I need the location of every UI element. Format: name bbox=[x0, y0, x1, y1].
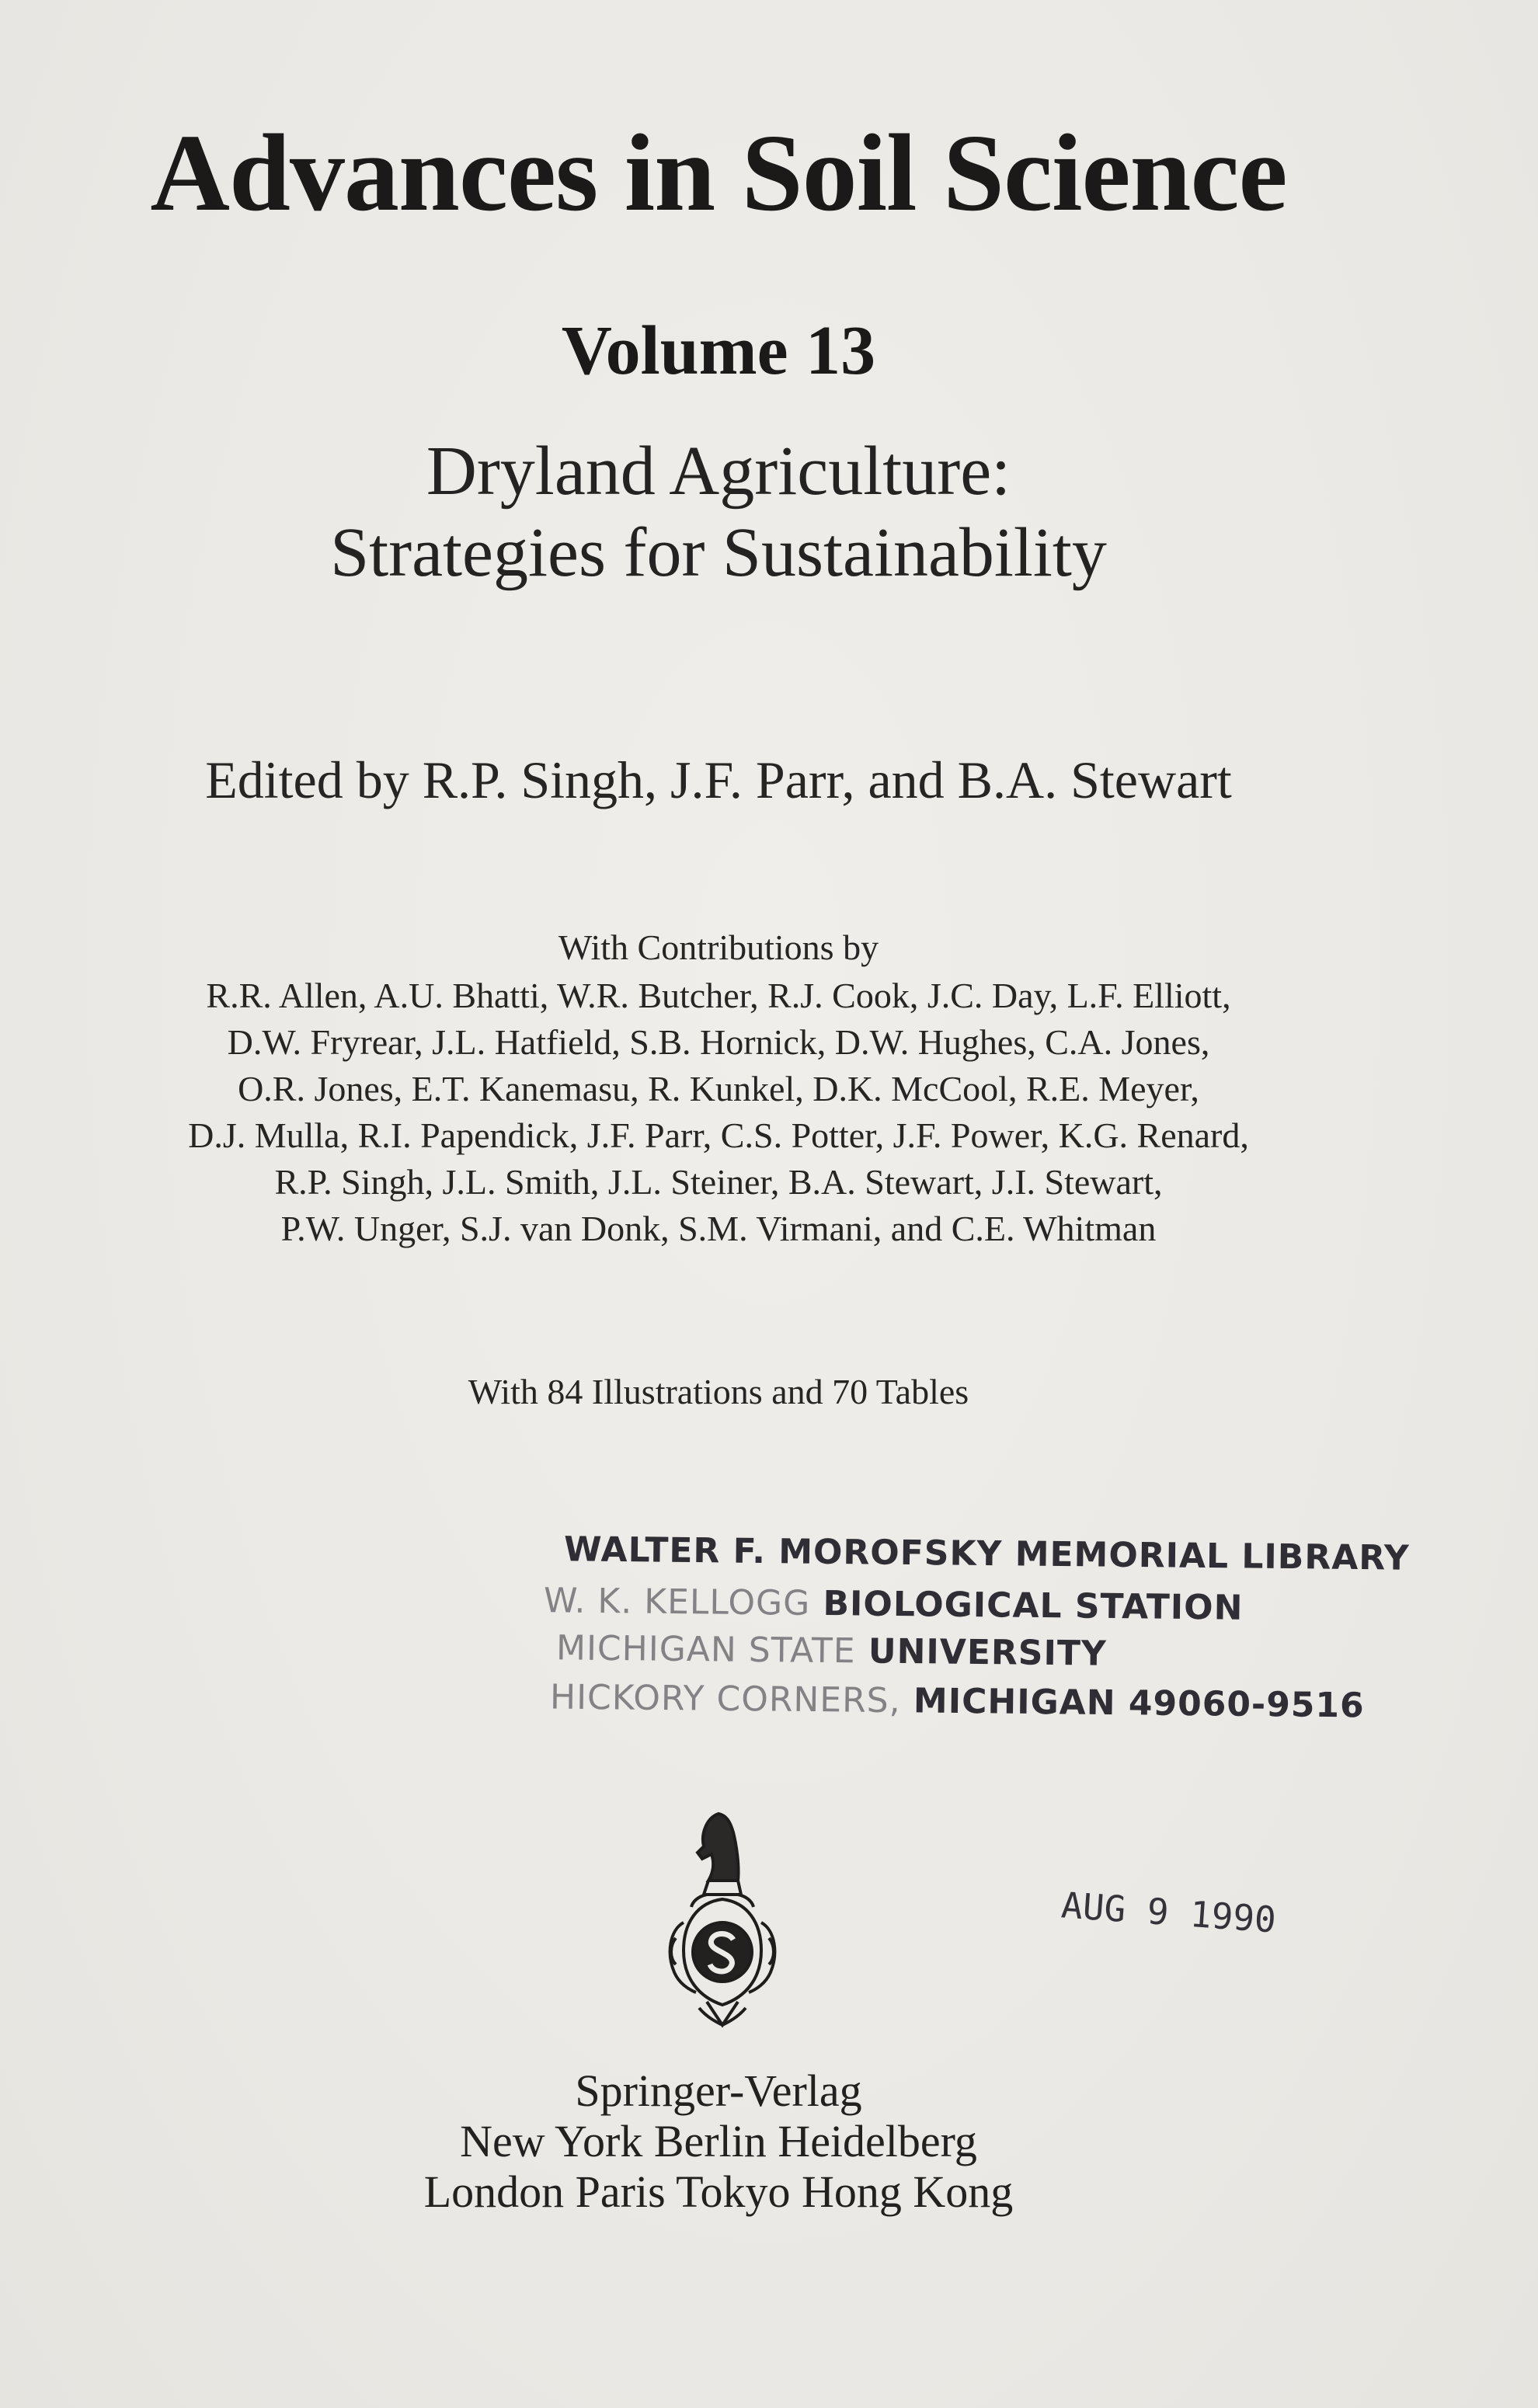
volume-number: Volume 13 bbox=[561, 312, 876, 389]
book-title-line-2: Strategies for Sustainability bbox=[330, 514, 1107, 591]
library-stamp-faint-text: W. K. KELLOGG bbox=[543, 1581, 811, 1623]
contributors-line: O.R. Jones, E.T. Kanemasu, R. Kunkel, D.K. McCool, R.E. Meyer, bbox=[238, 1069, 1199, 1108]
library-stamp-faint-text: MICHIGAN STATE bbox=[555, 1628, 856, 1672]
library-stamp-text: MICHIGAN 49060-9516 bbox=[913, 1681, 1365, 1726]
library-stamp-text: BIOLOGICAL STATION bbox=[823, 1584, 1244, 1628]
book-title-line-1: Dryland Agriculture: bbox=[426, 433, 1011, 510]
contributors-line: D.W. Fryrear, J.L. Hatfield, S.B. Hornick, D.W. Hughes, C.A. Jones, bbox=[227, 1022, 1210, 1062]
library-stamp-faint-text: HICKORY CORNERS, bbox=[549, 1677, 901, 1721]
springer-knight-logo-icon bbox=[652, 1798, 792, 2031]
library-stamp-line bbox=[550, 1678, 1365, 1726]
contributors-line: P.W. Unger, S.J. van Donk, S.M. Virmani, and C.E. Whitman bbox=[280, 1209, 1157, 1248]
library-stamp-line: WALTER F. MOROFSKY MEMORIAL LIBRARY bbox=[563, 1529, 1410, 1578]
illustrations-note: With 84 Illustrations and 70 Tables bbox=[468, 1372, 969, 1411]
library-stamp-line bbox=[544, 1581, 1244, 1627]
series-title: Advances in Soil Science bbox=[150, 111, 1287, 234]
contributions-heading: With Contributions by bbox=[558, 927, 879, 967]
contributors-line: D.J. Mulla, R.I. Papendick, J.F. Parr, C.S. Potter, J.F. Power, K.G. Renard, bbox=[188, 1115, 1249, 1155]
publisher-name: Springer-Verlag bbox=[575, 2065, 862, 2116]
publisher-cities: London Paris Tokyo Hong Kong bbox=[423, 2166, 1014, 2217]
contributors-line: R.P. Singh, J.L. Smith, J.L. Steiner, B.A. Stewart, J.I. Stewart, bbox=[274, 1162, 1163, 1202]
contributors-line: R.R. Allen, A.U. Bhatti, W.R. Butcher, R.J. Cook, J.C. Day, L.F. Elliott, bbox=[206, 976, 1231, 1015]
library-stamp-line bbox=[556, 1628, 1107, 1673]
editors-line: Edited by R.P. Singh, J.F. Parr, and B.A. Stewart bbox=[205, 750, 1232, 809]
library-stamp-text: UNIVERSITY bbox=[868, 1631, 1108, 1674]
publisher-cities: New York Berlin Heidelberg bbox=[460, 2116, 977, 2166]
date-stamp: AUG 9 1990 bbox=[1060, 1884, 1278, 1941]
